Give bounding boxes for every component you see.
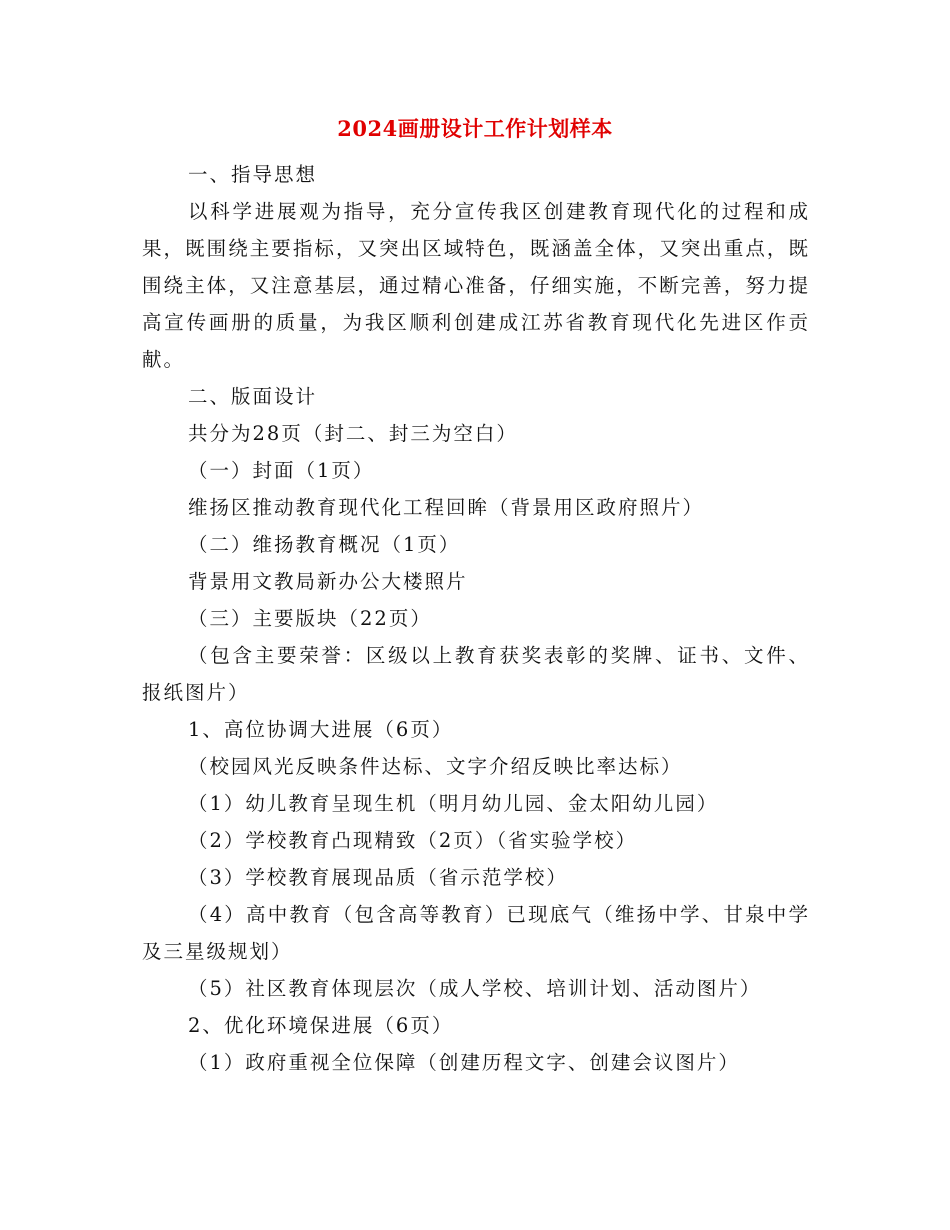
list-item-preschool: （1）幼儿教育呈现生机（明月幼儿园、金太阳幼儿园） xyxy=(188,792,719,815)
list-item-community: （5）社区教育体现层次（成人学校、培训计划、活动图片） xyxy=(188,977,762,1000)
document-title: 2024画册设计工作计划样本 xyxy=(337,116,613,141)
paragraph-main-honors: （包含主要荣誉：区级以上教育获奖表彰的奖牌、证书、文件、报纸图片） xyxy=(142,644,810,704)
paragraph-cover-desc: 维扬区推动教育现代化工程回眸（背景用区政府照片） xyxy=(188,496,705,519)
list-item-government-support: （1）政府重视全位保障（创建历程文字、创建会议图片） xyxy=(188,1051,740,1074)
item-overview: （二）维扬教育概况（1页） xyxy=(188,533,461,556)
item-cover: （一）封面（1页） xyxy=(188,459,375,482)
item-main-sections: （三）主要版块（22页） xyxy=(188,607,432,630)
paragraph-campus-scenery: （校园风光反映条件达标、文字介绍反映比率达标） xyxy=(188,755,683,778)
list-item-high-school: （4）高中教育（包含高等教育）已现底气（维扬中学、甘泉中学及三星级规划） xyxy=(142,903,810,963)
paragraph-overview-desc: 背景用文教局新办公大楼照片 xyxy=(188,570,468,593)
section-heading-guiding-ideology: 一、指导思想 xyxy=(188,163,318,186)
document-body xyxy=(142,156,810,1081)
section-heading-layout-design: 二、版面设计 xyxy=(188,385,318,408)
subsection-high-coordination: 1、高位协调大进展（6页） xyxy=(188,718,454,741)
list-item-school-refined: （2）学校教育凸现精致（2页）（省实验学校） xyxy=(188,829,638,852)
subsection-environment: 2、优化环境保进展（6页） xyxy=(188,1014,454,1037)
paragraph-page-count: 共分为28页（封二、封三为空白） xyxy=(188,422,518,445)
paragraph-guiding-ideology: 以科学进展观为指导，充分宣传我区创建教育现代化的过程和成果，既围绕主要指标，又突出区域特色，既涵盖全体，又突出重点，既围绕主体，又注意基层，通过精心准备，仔细实施，不断完善，努力提高宣传画册的质量，为我区顺利创建成江苏省教育现代化先进区作贡献。 xyxy=(142,200,810,371)
list-item-school-quality: （3）学校教育展现品质（省示范学校） xyxy=(188,866,568,889)
